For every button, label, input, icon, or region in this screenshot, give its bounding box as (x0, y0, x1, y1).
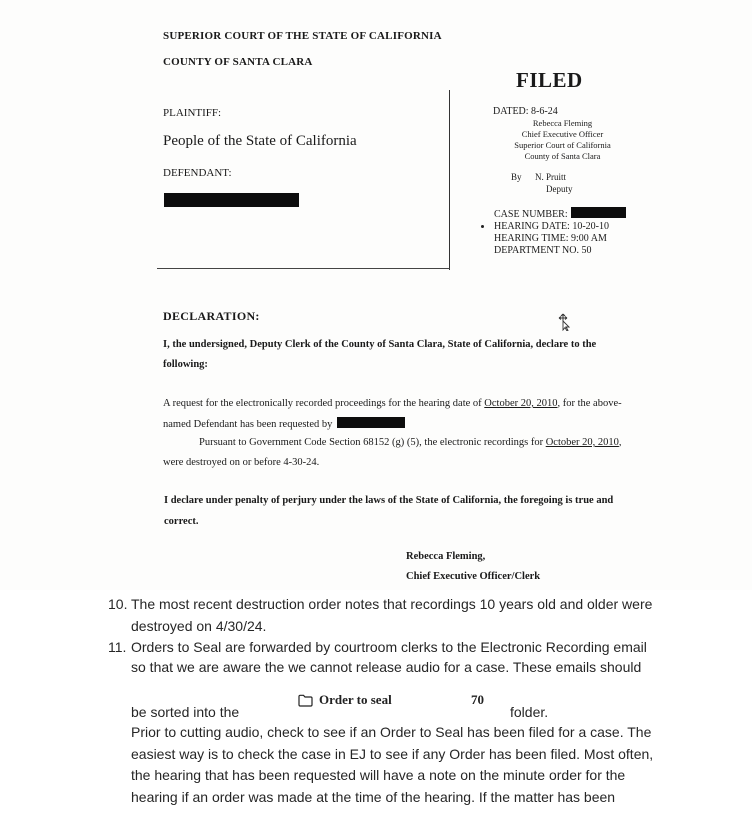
list-item-10-cont: destroyed on 4/30/24. (131, 618, 267, 634)
perjury-statement: I declare under penalty of perjury under the laws of the State of California, the foregoing is true and correct. (164, 495, 614, 527)
paragraph-line: hearing if an order was made at the time of the hearing. If the matter has been (131, 789, 616, 805)
court-name: SUPERIOR COURT OF THE STATE OF CALIFORNIA (163, 30, 442, 42)
plaintiff-name: People of the State of California (163, 133, 357, 149)
stamp-line: Chief Executive Officer (521, 129, 604, 139)
list-number: 10. (108, 596, 128, 612)
request-text: A request for the electronically recorded proceedings for the hearing date of (163, 398, 485, 409)
stamp-line: Superior Court of California (514, 140, 611, 150)
deputy-name: N. Pruitt (535, 172, 567, 182)
paragraph-line: easiest way is to check the case in EJ to see if any Order has been filed. Most often, (131, 746, 654, 762)
pursuant-text: Pursuant to Government Code Section 68152 (g) (5), the electronic recordings for (199, 437, 546, 448)
deputy-title: Deputy (546, 184, 573, 194)
caption-divider-vertical (449, 90, 450, 270)
list-number: 11. (108, 639, 127, 655)
list-item-11-cont: so that we are aware the we cannot release audio for a case. These emails should (131, 659, 642, 675)
clerk-stamp (505, 118, 620, 162)
pursuant-paragraph (163, 433, 641, 473)
filed-stamp: FILED (516, 68, 583, 92)
pursuant-date: October 20, 2010 (545, 437, 619, 448)
department: DEPARTMENT NO. 50 (494, 245, 592, 256)
redacted-requester (337, 417, 405, 428)
declaration-body: I, the undersigned, Deputy Clerk of the County of Santa Clara, State of California, declare to the following: (163, 339, 597, 370)
case-number-label: CASE NUMBER: (494, 209, 568, 220)
folder-icon (298, 694, 313, 707)
folder-chip[interactable] (298, 692, 392, 708)
scan-speck (481, 225, 484, 228)
list-item-11 (108, 639, 647, 655)
request-paragraph (163, 393, 641, 435)
plaintiff-label: PLAINTIFF: (163, 107, 222, 119)
stamp-line: County of Santa Clara (524, 151, 601, 161)
paragraph-line: Prior to cutting audio, check to see if an Order to Seal has been filed for a case. The (131, 724, 652, 740)
list-item-10 (108, 596, 652, 612)
list-text: The most recent destruction order notes that recordings 10 years old and older were (131, 596, 653, 612)
request-date: October 20, 2010 (484, 398, 558, 409)
filed-date: DATED: 8-6-24 (493, 106, 558, 117)
folder-count: 70 (471, 692, 484, 707)
defendant-label: DEFENDANT: (163, 167, 232, 179)
by-label: By (511, 172, 522, 182)
county-name: COUNTY OF SANTA CLARA (163, 56, 313, 68)
redacted-case-number (571, 207, 626, 218)
sorted-into-text: be sorted into the (131, 704, 240, 720)
stamp-line: Rebecca Fleming (532, 118, 593, 128)
hearing-time: HEARING TIME: 9:00 AM (494, 233, 607, 244)
hearing-date: HEARING DATE: 10-20-10 (494, 221, 609, 232)
case-info (494, 207, 626, 257)
signer-name: Rebecca Fleming, (406, 551, 486, 562)
pursuant-text-2: , were destroyed on or before 4-30-24. (163, 437, 622, 468)
folder-word: folder. (510, 704, 549, 720)
caption-divider-horizontal (157, 268, 450, 269)
request-text-2: , for the above-named Defendant has been requested by (163, 398, 622, 430)
folder-name: Order to seal (319, 692, 392, 707)
redacted-defendant-name (164, 193, 299, 207)
signer-title: Chief Executive Officer/Clerk (406, 571, 541, 582)
paragraph-line: the hearing that has been requested will have a note on the minute order for the (131, 767, 626, 783)
declaration-title: DECLARATION: (163, 309, 260, 323)
move-cursor-icon (556, 313, 570, 331)
list-text: Orders to Seal are forwarded by courtroom clerks to the Electronic Recording email (131, 639, 647, 655)
